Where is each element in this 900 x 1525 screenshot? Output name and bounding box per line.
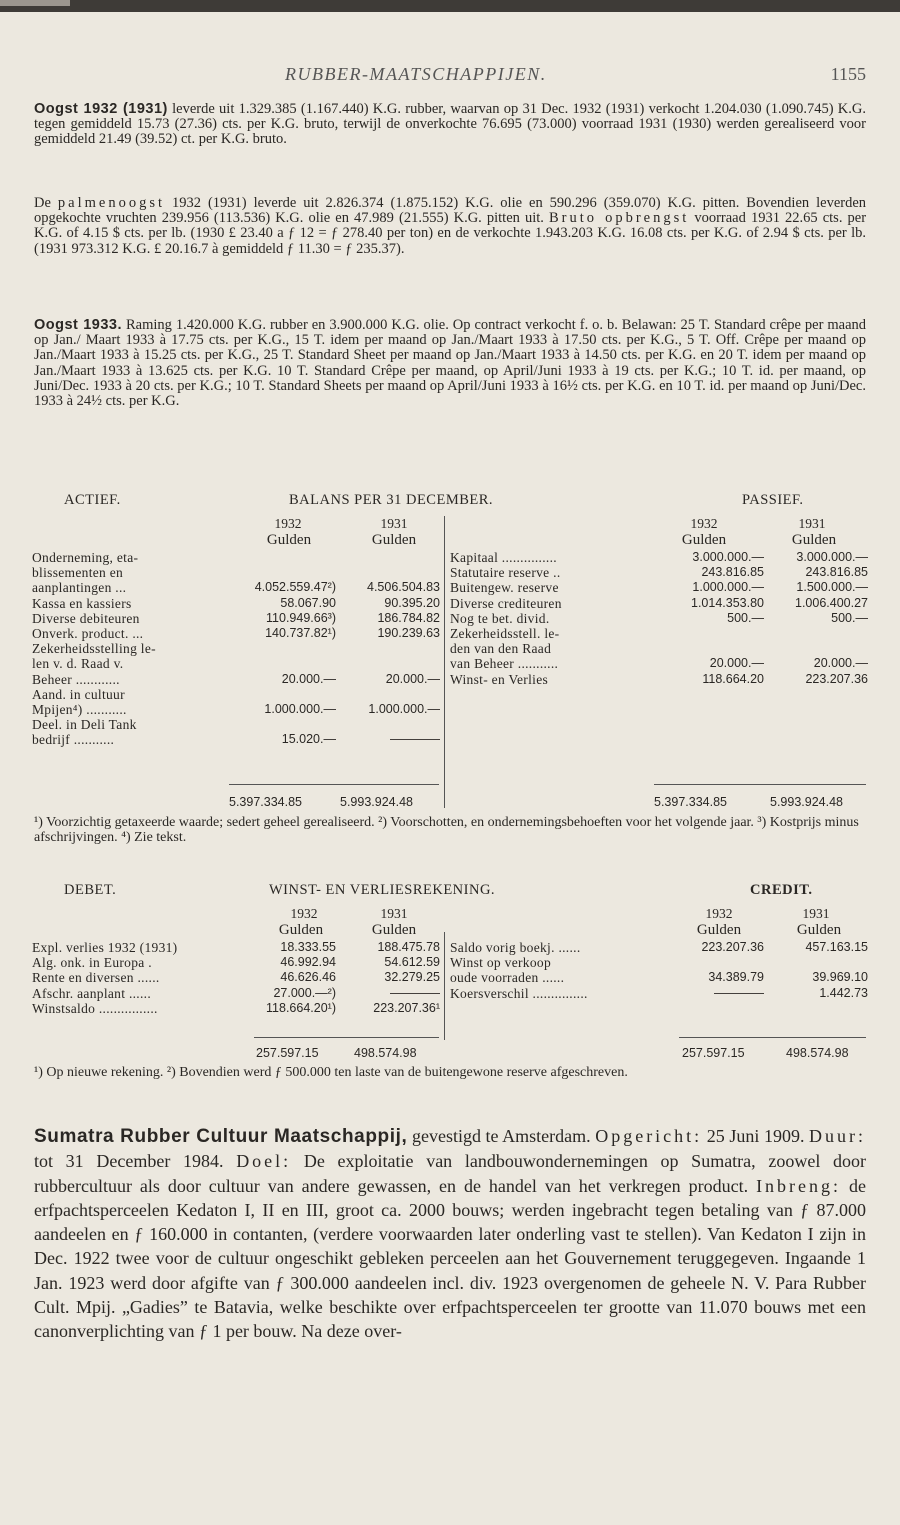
pl-right-heading: CREDIT. <box>750 882 813 898</box>
row-label: Winst- en Verlies <box>450 671 549 687</box>
table-row <box>30 641 442 656</box>
total-credit-1932: 257.597.15 <box>682 1046 745 1060</box>
row-label: blissementen en <box>32 565 124 581</box>
total-credit-1931: 498.574.98 <box>786 1046 849 1060</box>
liabilities-table <box>448 550 870 687</box>
row-value-1932: 58.067.90 <box>280 595 336 610</box>
row-value-1932: 3.000.000.— <box>692 550 764 564</box>
row-value-1932: 500.— <box>727 610 764 625</box>
row-value-1931: 223.207.36¹ <box>373 1000 440 1015</box>
col-unit: Gulden <box>796 922 842 938</box>
row-value-1931: 223.207.36 <box>805 671 868 686</box>
value-inbreng: de erfpachtsperceelen Kedaton I, II en III, groot ca. 2000 bouws; werden ingebracht tegen betaling van ƒ 87.000 aandeelen en ƒ 160.000 in contanten, (verdere voorwaarden later onderling vast te stellen). Van Kedaton I zijn in Dec. 1922 twee voor de cultuur ongeschikt gebleken perceelen aan het Gouvernement teruggegeven. Ingaande 1 Jan. 1923 werd door afgifte van ƒ 300.000 aandeelen incl. div. 1923 overgenomen de geheele N. V. Para Rubber Cult. Mpij. „Gadies” te Batavia, welke beschikte over erfpachtsperceelen ter grootte van 11.070 bouws met een canonverplichting van ƒ 1 per bouw. Na deze over- <box>34 1175 866 1342</box>
row-value-1931: 3.000.000.— <box>796 550 868 564</box>
balance-right-heading: PASSIEF. <box>742 492 804 508</box>
row-value-1931: 243.816.85 <box>805 565 868 580</box>
paragraph-text: voorraad 1931 22.65 cts. per K.G. of 4.15 $ cts. per lb. (1930 £ 23.40 a ƒ 12 = ƒ 278.40 per ton) en de verkochte 1.943.203 K.G. 16.08 cts. per K.G. of 2.94 $ cts. per lb. (1931 973.312 K.G. £ 20.16.7 à gemiddeld ƒ 11.30 = ƒ 235.37). <box>34 210 867 257</box>
row-label: Aand. in cultuur <box>32 686 125 702</box>
row-value-1932: 18.333.55 <box>280 940 336 954</box>
spaced-term: palmenoogst <box>57 195 166 211</box>
row-value-1932 <box>224 717 338 732</box>
total-rule <box>254 1037 439 1038</box>
col-year-1932: 1932 <box>705 906 733 921</box>
row-label: Winstsaldo ................ <box>32 1000 158 1016</box>
pl-left-heading: DEBET. <box>64 882 117 898</box>
row-value-1932 <box>224 641 338 656</box>
row-label: Beheer ............ <box>32 671 120 687</box>
col-year-1932: 1932 <box>290 906 318 921</box>
table-row <box>30 732 442 747</box>
row-value-1931: 4.506.504.83 <box>367 580 440 595</box>
row-label: Winst op verkoop <box>450 955 551 971</box>
table-row <box>30 565 442 580</box>
col-year-1931: 1931 <box>798 516 826 531</box>
row-label: Mpijen⁴) ........... <box>32 702 127 718</box>
row-value-1932: 27.000.—²) <box>273 985 336 1000</box>
paragraph-text: De <box>34 195 51 211</box>
row-label: Diverse debiteuren <box>32 610 140 626</box>
value-opgericht: 25 Juni 1909. <box>706 1126 805 1146</box>
row-value-1931: ———— <box>390 985 440 1000</box>
row-value-1931: 188.475.78 <box>377 940 440 954</box>
col-unit: Gulden <box>681 532 727 548</box>
total-debit-1932: 257.597.15 <box>256 1046 319 1060</box>
row-label: Zekerheidsstelling le- <box>32 641 156 657</box>
table-row <box>30 955 442 970</box>
row-value-1931: 39.969.10 <box>812 970 868 985</box>
row-value-1931: 500.— <box>831 610 868 625</box>
table-row <box>448 986 870 1001</box>
table-row <box>448 656 870 671</box>
table-row <box>30 626 442 641</box>
row-label: aanplantingen ... <box>32 580 127 596</box>
row-value-1932: 110.949.66³) <box>266 610 336 625</box>
row-value-1932: 140.737.82¹) <box>265 626 336 641</box>
row-value-1931: 457.163.15 <box>805 940 868 954</box>
table-row <box>448 970 870 985</box>
col-year-1931: 1931 <box>380 906 408 921</box>
row-value-1932: 46.626.46 <box>280 970 336 985</box>
row-label: Saldo vorig boekj. ...... <box>450 940 581 955</box>
company-name: Sumatra Rubber Cultuur Maatschappij, <box>34 1126 408 1147</box>
row-label: Rente en diversen ...... <box>32 970 160 986</box>
row-value-1932: 4.052.559.47²) <box>254 580 336 595</box>
row-value-1932: 46.992.94 <box>280 955 336 970</box>
table-row <box>30 596 442 611</box>
paragraph-oogst-1933 <box>34 318 866 409</box>
row-value-1931: 32.279.25 <box>384 970 440 985</box>
paragraph-heading: Oogst 1933. <box>34 317 123 333</box>
total-liabilities-1931: 5.993.924.48 <box>770 795 843 809</box>
debit-table <box>30 940 442 1016</box>
value-duur: tot 31 December 1984. <box>34 1151 224 1172</box>
row-value-1931: 20.000.— <box>813 656 868 671</box>
row-value-1932: 118.664.20 <box>702 671 764 686</box>
row-value-1932: 1.000.000.— <box>692 580 764 595</box>
col-unit: Gulden <box>278 922 324 938</box>
row-label: Expl. verlies 1932 (1931) <box>32 940 178 955</box>
table-row <box>30 580 442 595</box>
row-value-1931 <box>338 687 442 702</box>
table-row <box>30 940 442 955</box>
row-value-1931 <box>338 717 442 732</box>
table-row <box>30 611 442 626</box>
total-assets-1931: 5.993.924.48 <box>340 795 413 809</box>
row-value-1931: 90.395.20 <box>384 595 440 610</box>
table-row <box>448 626 870 641</box>
row-label: Onverk. product. ... <box>32 626 144 642</box>
total-rule <box>679 1037 866 1038</box>
paragraph-text: Raming 1.420.000 K.G. rubber en 3.900.000 K.G. olie. Op contract verkocht f. o. b. Belawan: 25 T. Standard crêpe per maand op Jan./ Maart 1933 à 17.75 cts. per K.G., 15 T. idem per maand op Jan./Maart 1933 à 17.50 cts. per K.G., 5 T. Off. Crêpe per maand op Jan./Maart 1933 à 15.25 cts. per K.G., 25 T. Standard Sheet per maand op Jan./Maart 1933 à 14.50 cts. per K.G. en 20 T. idem per maand op Jan./Maart 1933 à 13.625 cts. per K.G. 10 T. Standard Crêpe per maand, op April/Juni 1933 à 19 cts. per K.G.; 10 T. id. per maand, op Juni/Dec. 1933 à 20 cts. per K.G.; 10 T. Standard Sheets per maand op April/Juni 1933 à 16½ cts. per K.G. en 10 T. id. per maand op Juni/Dec. 1933 à 24½ cts. per K.G. <box>34 317 867 410</box>
row-label: oude voorraden ...... <box>450 970 565 986</box>
table-row <box>30 1001 442 1016</box>
row-value-1932: 15.020.— <box>281 732 336 747</box>
row-value-1932 <box>224 656 338 671</box>
label-duur: Duur: <box>809 1126 867 1146</box>
profit-loss-account <box>34 882 866 1082</box>
row-value-1932: 223.207.36 <box>701 940 764 954</box>
table-row <box>30 986 442 1001</box>
page-number: 1155 <box>830 64 866 84</box>
row-label: Afschr. aanplant ...... <box>32 985 151 1001</box>
company-seat: gevestigd te Amsterdam. <box>411 1126 591 1146</box>
row-value-1932 <box>652 955 766 970</box>
table-row <box>30 717 442 732</box>
row-value-1931: 1.442.73 <box>819 985 868 1000</box>
row-label: Alg. onk. in Europa . <box>32 955 152 971</box>
pl-footnotes: ¹) Op nieuwe rekening. ²) Bovendien werd ƒ 500.000 ten laste van de buitengewone reserve afgeschreven. <box>34 1065 628 1080</box>
paragraph-text: 1932 (1931) leverde uit 2.826.374 (1.875.152) K.G. olie en 590.296 (359.070) K.G. pitten. Bovendien leverden opgekochte vruchten 239.956 (113.536) K.G. olie en 47.989 (21.555) K.G. pitten uit. <box>34 195 867 227</box>
col-unit: Gulden <box>371 532 417 548</box>
row-value-1931 <box>338 550 442 565</box>
row-label: len v. d. Raad v. <box>32 656 124 672</box>
total-rule <box>229 784 439 785</box>
row-label: Diverse crediteuren <box>450 595 562 611</box>
row-label: van Beheer ........... <box>450 656 559 672</box>
row-value-1931 <box>338 656 442 671</box>
row-value-1932: 34.389.79 <box>708 970 764 985</box>
row-value-1932 <box>224 550 338 565</box>
column-divider <box>444 516 445 808</box>
row-value-1932 <box>652 626 766 641</box>
row-value-1932: 20.000.— <box>281 671 336 686</box>
value-doel: De exploitatie van landbouwondernemingen op Sumatra, zoowel door rubbercultuur als door cultuur van andere gewassen, en de handel van het verkregen product. <box>34 1151 867 1196</box>
row-value-1932: 1.000.000.— <box>264 702 336 717</box>
total-debit-1931: 498.574.98 <box>354 1046 417 1060</box>
row-value-1931 <box>338 641 442 656</box>
paragraph-heading: Oogst 1932 (1931) <box>34 101 168 117</box>
total-assets-1932: 5.397.334.85 <box>229 795 302 809</box>
total-liabilities-1932: 5.397.334.85 <box>654 795 727 809</box>
row-value-1932 <box>224 565 338 580</box>
label-doel: Doel: <box>236 1151 292 1172</box>
pl-title: WINST- EN VERLIESREKENING. <box>269 882 496 898</box>
col-unit: Gulden <box>371 922 417 938</box>
row-label: Nog te bet. divid. <box>450 610 550 626</box>
balance-footnotes: ¹) Voorzichtig getaxeerde waarde; sedert geheel gerealiseerd. ²) Voorschotten, en ondernemingsbehoeften voor het volgende jaar. ³) Kostprijs minus afschrijvingen. ⁴) Zie tekst. <box>34 815 859 845</box>
paragraph-oogst-1932 <box>34 102 866 148</box>
spaced-term: Bruto opbrengst <box>548 210 690 227</box>
row-value-1931: ———— <box>390 732 440 747</box>
row-label: Buitengew. reserve <box>450 580 559 596</box>
row-value-1932: 1.014.353.80 <box>691 595 764 610</box>
row-value-1931 <box>338 565 442 580</box>
company-entry <box>34 1124 866 1344</box>
table-row <box>448 565 870 580</box>
table-row <box>30 672 442 687</box>
table-row <box>448 940 870 955</box>
assets-table <box>30 550 442 748</box>
row-value-1932 <box>652 641 766 656</box>
credit-table <box>448 940 870 1001</box>
row-value-1931: 20.000.— <box>385 671 440 686</box>
col-unit: Gulden <box>696 922 742 938</box>
row-value-1932: ———— <box>714 985 764 1000</box>
row-value-1931: 190.239.63 <box>377 626 440 641</box>
table-row <box>30 550 442 565</box>
table-row <box>30 702 442 717</box>
table-row <box>448 611 870 626</box>
row-value-1931: 1.000.000.— <box>368 702 440 717</box>
col-year-1932: 1932 <box>690 516 718 531</box>
row-label: Kassa en kassiers <box>32 595 132 611</box>
row-value-1931: 1.006.400.27 <box>795 595 868 610</box>
balance-title: BALANS PER 31 DECEMBER. <box>289 492 494 508</box>
table-row <box>448 672 870 687</box>
table-row <box>30 656 442 671</box>
label-inbreng: Inbreng: <box>756 1175 842 1196</box>
row-value-1931: 186.784.82 <box>377 610 440 625</box>
row-value-1932: 20.000.— <box>709 656 764 671</box>
row-value-1932 <box>224 687 338 702</box>
table-row <box>448 550 870 565</box>
row-label: Zekerheidsstell. le- <box>450 626 560 642</box>
row-value-1931 <box>766 955 870 970</box>
table-row <box>448 596 870 611</box>
label-opgericht: Opgericht: <box>595 1126 703 1146</box>
row-label: Statutaire reserve .. <box>450 565 561 581</box>
col-unit: Gulden <box>791 532 837 548</box>
row-label: bedrijf ........... <box>32 732 115 748</box>
row-value-1931: 54.612.59 <box>384 955 440 970</box>
row-value-1931 <box>766 641 870 656</box>
row-label: Koersverschil ............... <box>450 985 588 1001</box>
table-row <box>448 580 870 595</box>
col-year-1932: 1932 <box>274 516 302 531</box>
table-row <box>30 687 442 702</box>
column-divider <box>444 932 445 1040</box>
row-label: Kapitaal ............... <box>450 550 557 565</box>
row-value-1931 <box>766 626 870 641</box>
row-label: Onderneming, eta- <box>32 550 139 565</box>
row-label: den van den Raad <box>450 641 552 657</box>
paragraph-palmenoogst <box>34 196 866 257</box>
col-year-1931: 1931 <box>380 516 408 531</box>
row-label: Deel. in Deli Tank <box>32 717 137 733</box>
running-title: RUBBER-MAATSCHAPPIJEN. <box>285 64 547 84</box>
balance-left-heading: ACTIEF. <box>64 492 121 508</box>
row-value-1931: 1.500.000.— <box>796 580 868 595</box>
total-rule <box>654 784 866 785</box>
paragraph-text: leverde uit 1.329.385 (1.167.440) K.G. rubber, waarvan op 31 Dec. 1932 (1931) verkocht 1.204.030 (1.090.745) K.G. tegen gemiddeld 15.73 (27.36) cts. per K.G. bruto, terwijl de onverkochte 76.695 (73.000) voorraad 1931 (1930) werden gerealiseerd voor gemiddeld 21.49 (39.52) ct. per K.G. bruto. <box>34 101 866 148</box>
row-value-1932: 118.664.20¹) <box>266 1000 336 1015</box>
scan-edge <box>0 0 900 12</box>
col-year-1931: 1931 <box>802 906 830 921</box>
table-row <box>448 955 870 970</box>
col-unit: Gulden <box>266 532 312 548</box>
table-row <box>448 641 870 656</box>
row-value-1932: 243.816.85 <box>701 565 764 580</box>
table-row <box>30 970 442 985</box>
